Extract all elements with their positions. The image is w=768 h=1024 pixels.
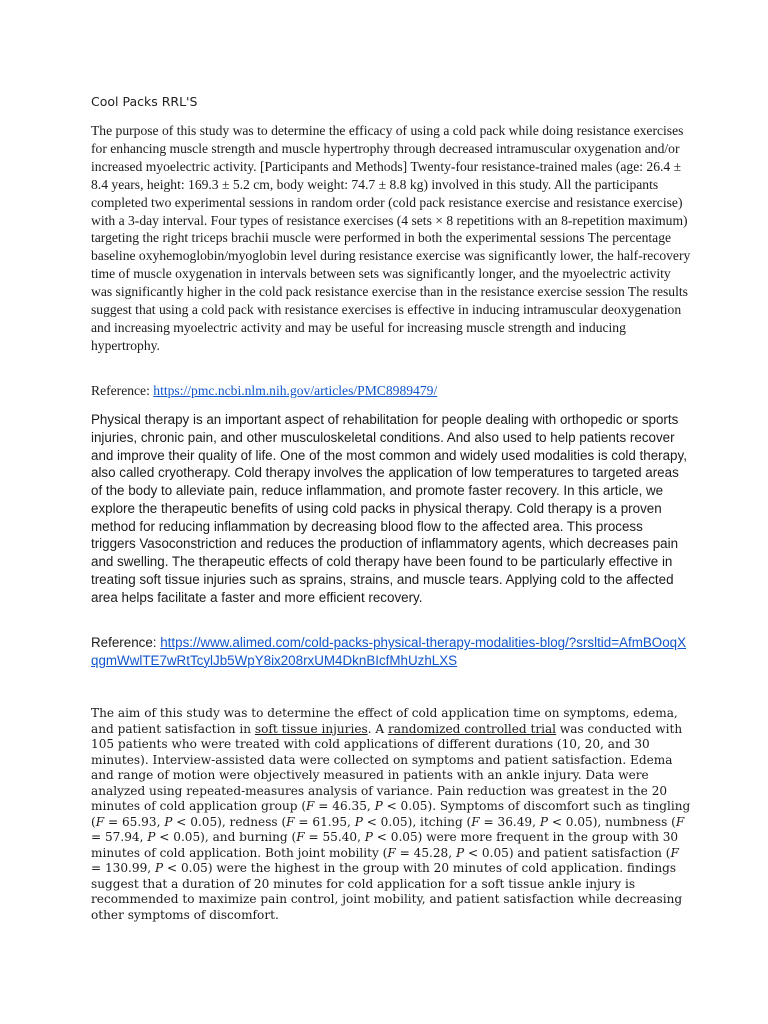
paragraph-2: Physical therapy is an important aspect of rehabilitation for people dealing with orthopedic or sports injuries, chronic pain, and other musculoskeletal conditions. And also used to help patients recover and improve their quality of life. One of the most common and widely used modalities is cold therapy, also called cryotherapy. Cold therapy involves the application of low temperatures to targeted areas of the body to alleviate pain, reduce inflammation, and promote faster recovery. In this article, we explore the therapeutic benefits of using cold packs in physical therapy. Cold therapy is a proven method for reducing inflammation by decreasing blood flow to the affected area. This process triggers Vasoconstriction and reduces the production of inflammatory agents, which decreases pain and swelling. The therapeutic effects of cold therapy have been found to be particularly effective in treating soft tissue injuries such as sprains, strains, and muscle tears. Applying cold to the affected area helps facilitate a faster and more efficient recovery. [91, 412, 687, 605]
reference-1 [91, 383, 437, 399]
reference-2-label: Reference: [91, 635, 161, 650]
paragraph-3: The aim of this study was to determine the effect of cold application time on symptoms, edema, and patient satisfaction in soft tissue injuries. A randomized controlled trial was conducted with 105 patients who were treated with cold applications of different durations (10, 20, and 30 minutes). Interview-assisted data were collected on symptoms and patient satisfaction. Edema and range of motion were objectively measured in patients with an ankle injury. Data were analyzed using repeated-measures analysis of variance. Pain reduction was greatest in the 20 minutes of cold application group (F = 46.35, P < 0.05). Symptoms of discomfort such as tingling (F = 65.93, P < 0.05), redness (F = 61.95, P < 0.05), itching (F = 36.49, P < 0.05), numbness (F = 57.94, P < 0.05), and burning (F = 55.40, P < 0.05) were more frequent in the group with 30 minutes of cold application. Both joint mobility (F = 45.28, P < 0.05) and patient satisfaction (F = 130.99, P < 0.05) were the highest in the group with 20 minutes of cold application. findings suggest that a duration of 20 minutes for cold application for a soft tissue ankle injury is recommended to maximize pain control, joint mobility, and patient satisfaction while decreasing other symptoms of discomfort. [91, 706, 691, 922]
reference-1-label: Reference: [91, 383, 154, 398]
document-title: Cool Packs RRL'S [91, 94, 198, 109]
randomized-controlled-trial-link[interactable]: randomized controlled trial [387, 721, 557, 736]
reference-1-link[interactable]: https://pmc.ncbi.nlm.nih.gov/articles/PMC8989479/ [153, 383, 438, 398]
paragraph-1: The purpose of this study was to determine the efficacy of using a cold pack while doing resistance exercises for enhancing muscle strength and muscle hypertrophy through decreased intramuscular oxygenation and/or increased myoelectric activity. [Participants and Methods] Twenty-four resistance-trained males (age: 26.4 ± 8.4 years, height: 169.3 ± 5.2 cm, body weight: 74.7 ± 8.8 kg) involved in this study. All the participants completed two experimental sessions in random order (cold pack resistance exercise and resistance exercise) with a 3-day interval. Four types of resistance exercises (4 sets × 8 repetitions with an 8-repetition maximum) targeting the right triceps brachii muscle were performed in both the experimental sessions The percentage baseline oxyhemoglobin/myoglobin level during resistance exercise was significantly lower, the half-recovery time of muscle oxygenation in intervals between sets was significantly longer, and the myoelectric activity was significantly higher in the cold pack resistance exercise than in the resistance exercise session The results suggest that using a cold pack with resistance exercises is effective in inducing intramuscular deoxygenation and increasing myoelectric activity and may be useful for increasing muscle strength and inducing hypertrophy. [91, 123, 691, 353]
reference-2 [91, 634, 691, 670]
soft-tissue-injuries-link[interactable]: soft tissue injuries [254, 721, 368, 736]
reference-2-link[interactable]: https://www.alimed.com/cold-packs-physical-therapy-modalities-blog/?srsltid=AfmBOoqXqgmWwlTE7wRtTcylJb5WpY8ix208rxUM4DknBIcfMhUzhLXS [91, 635, 687, 668]
